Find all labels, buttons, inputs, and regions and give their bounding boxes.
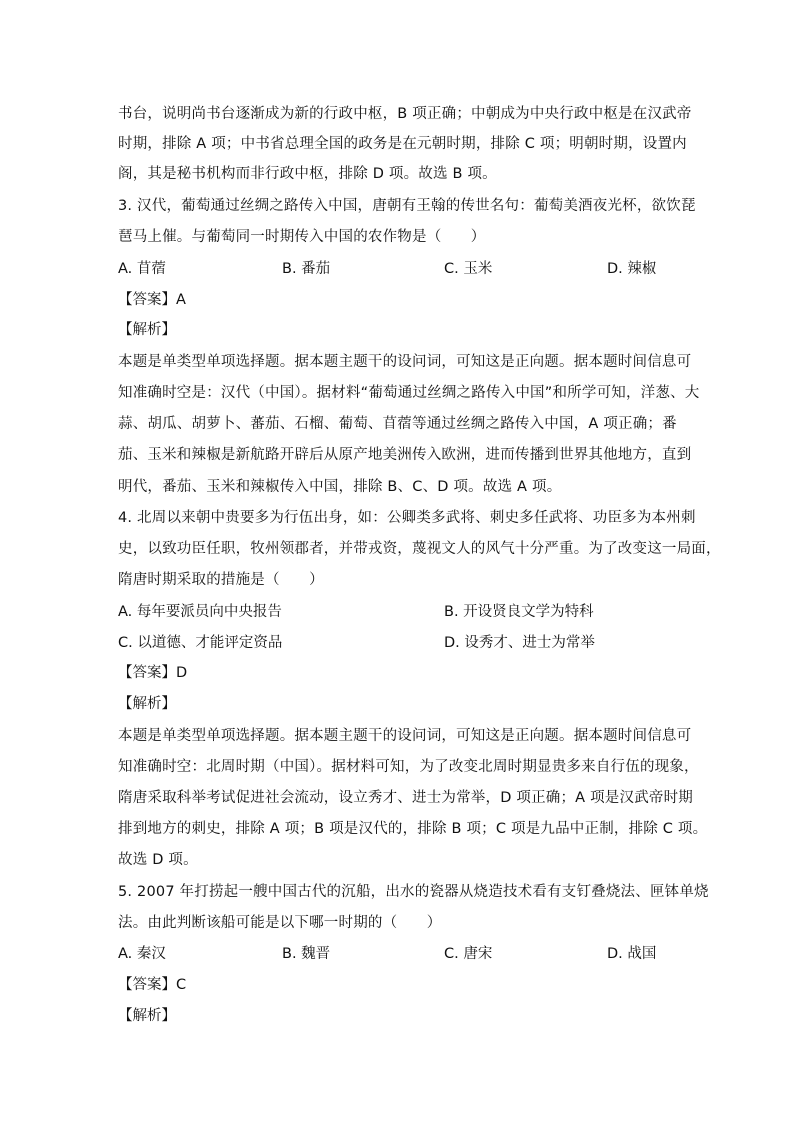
q4-option-c: C. 以道德、才能评定资品 — [118, 635, 283, 651]
q3-explanation-line: 茄、玉米和辣椒是新航路开辟后从原产地美洲传入欧洲，进而传播到世界其他地方，直到 — [118, 447, 692, 463]
q3-analysis-label: 【解析】 — [118, 322, 176, 338]
continued-explanation-line: 阁，其是秘书机构而非行政中枢，排除 D 项。故选 B 项。 — [118, 166, 497, 182]
q4-explanation-line: 本题是单类型单项选择题。据本题主题干的设问词，可知这是正向题。据本题时间信息可 — [118, 728, 692, 744]
q3-answer: 【答案】A — [118, 292, 186, 308]
q5-option-a: A. 秦汉 — [118, 946, 166, 962]
q4-option-b: B. 开设贤良文学为特科 — [444, 604, 594, 620]
question-4-stem: 4. 北周以来朝中贵要多为行伍出身，如：公卿类多武将、刺史多任武将、功臣多为本州刺 — [118, 510, 696, 526]
question-5-stem: 法。由此判断该船可能是以下哪一时期的（ ） — [118, 915, 442, 931]
continued-explanation-line: 时期，排除 A 项；中书省总理全国的政务是在元朝时期，排除 C 项；明朝时期，设置内 — [118, 136, 687, 152]
q3-option-b: B. 番茄 — [282, 261, 331, 277]
q4-explanation-line: 隋唐采取科举考试促进社会流动，设立秀才、进士为常举，D 项正确；A 项是汉武帝时期 — [118, 790, 693, 806]
q5-answer: 【答案】C — [118, 977, 187, 993]
q5-option-b: B. 魏晋 — [282, 946, 331, 962]
q4-explanation-line: 排到地方的刺史，排除 A 项；B 项是汉代的，排除 B 项；C 项是九品中正制，排除 C 项。 — [118, 821, 708, 837]
q3-option-a: A. 苜蓿 — [118, 261, 166, 277]
q3-explanation-line: 知准确时空是：汉代（中国）。据材料“葡萄通过丝绸之路传入中国”和所学可知，洋葱、大 — [118, 385, 700, 401]
q4-analysis-label: 【解析】 — [118, 696, 176, 712]
q3-explanation-line: 本题是单类型单项选择题。据本题主题干的设问词，可知这是正向题。据本题时间信息可 — [118, 354, 692, 370]
q3-option-c: C. 玉米 — [444, 261, 493, 277]
question-3-stem: 3. 汉代，葡萄通过丝绸之路传入中国，唐朝有王翰的传世名句：葡萄美酒夜光杯，欲饮琵 — [118, 198, 696, 214]
q3-explanation-line: 明代，番茄、玉米和辣椒传入中国，排除 B、C、D 项。故选 A 项。 — [118, 479, 562, 495]
question-5-stem: 5. 2007 年打捞起一艘中国古代的沉船，出水的瓷器从烧造技术看有支钉叠烧法、匣钵单烧 — [118, 884, 709, 900]
continued-explanation-line: 书台，说明尚书台逐渐成为新的行政中枢，B 项正确；中朝成为中央行政中枢是在汉武帝 — [118, 106, 692, 122]
q4-explanation-line: 知准确时空：北周时期（中国）。据材料可知，为了改变北周时期显贵多来自行伍的现象， — [118, 759, 699, 775]
q5-option-c: C. 唐宋 — [444, 946, 493, 962]
q3-explanation-line: 蒜、胡瓜、胡萝卜、蕃茄、石榴、葡萄、苜蓿等通过丝绸之路传入中国，A 项正确；番 — [118, 416, 677, 432]
q5-option-d: D. 战国 — [607, 946, 657, 962]
q4-option-d: D. 设秀才、进士为常举 — [444, 635, 595, 651]
q4-option-a: A. 每年要派员向中央报告 — [118, 604, 282, 620]
q5-analysis-label: 【解析】 — [118, 1008, 176, 1024]
q4-explanation-line: 故选 D 项。 — [118, 852, 198, 868]
question-4-stem: 史，以致功臣任职，牧州领郡者，并带戎资，蔑视文人的风气十分严重。为了改变这一局面， — [118, 541, 721, 557]
question-3-stem: 琶马上催。与葡萄同一时期传入中国的农作物是（ ） — [118, 229, 486, 245]
question-4-stem: 隋唐时期采取的措施是（ ） — [118, 572, 324, 588]
q3-option-d: D. 辣椒 — [607, 261, 657, 277]
q4-answer: 【答案】D — [118, 665, 188, 681]
